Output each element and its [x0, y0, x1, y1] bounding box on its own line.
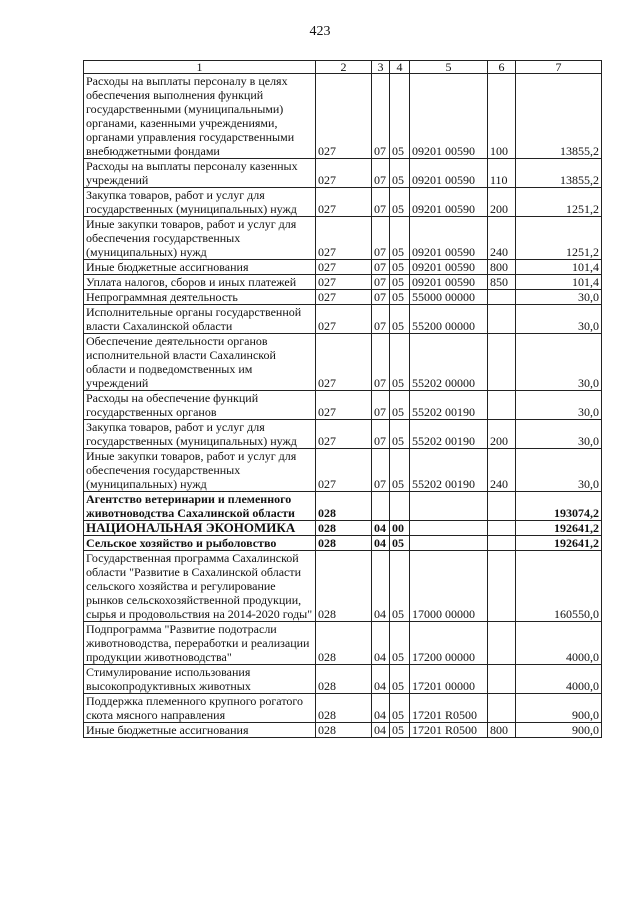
- row-subsection: 05: [390, 290, 410, 305]
- table-row: [84, 334, 602, 391]
- row-ministry: 028: [316, 723, 372, 738]
- row-expense-type: [488, 305, 516, 334]
- row-section: 07: [372, 290, 390, 305]
- row-name: Непрограммная деятельность: [84, 290, 316, 305]
- row-name: Иные закупки товаров, работ и услуг для обеспечения государственных (муниципальных) нужд: [84, 449, 316, 492]
- row-amount: 30,0: [516, 449, 602, 492]
- row-name: Расходы на обеспечение функций государственных органов: [84, 391, 316, 420]
- row-subsection: 05: [390, 420, 410, 449]
- row-expense-type: 200: [488, 188, 516, 217]
- page-number: 423: [309, 24, 331, 39]
- row-amount: 30,0: [516, 334, 602, 391]
- header-col-6: 6: [488, 61, 516, 74]
- row-ministry: 028: [316, 536, 372, 551]
- row-subsection: 05: [390, 723, 410, 738]
- table-row: [84, 694, 602, 723]
- row-target-article: 17201 R0500: [410, 723, 488, 738]
- row-subsection: 05: [390, 217, 410, 260]
- header-col-1: 1: [84, 61, 316, 74]
- row-section: 07: [372, 334, 390, 391]
- row-subsection: 05: [390, 74, 410, 159]
- row-ministry: 028: [316, 694, 372, 723]
- header-col-5: 5: [410, 61, 488, 74]
- row-ministry: 027: [316, 275, 372, 290]
- row-ministry: 027: [316, 420, 372, 449]
- table-row: [84, 536, 602, 551]
- row-target-article: 09201 00590: [410, 275, 488, 290]
- row-section: 04: [372, 536, 390, 551]
- row-subsection: 05: [390, 188, 410, 217]
- row-target-article: 55202 00190: [410, 420, 488, 449]
- row-amount: 30,0: [516, 420, 602, 449]
- row-expense-type: [488, 536, 516, 551]
- row-subsection: 05: [390, 622, 410, 665]
- header-col-4: 4: [390, 61, 410, 74]
- row-target-article: 09201 00590: [410, 260, 488, 275]
- row-section: 07: [372, 74, 390, 159]
- row-section: 04: [372, 521, 390, 536]
- row-amount: 30,0: [516, 305, 602, 334]
- row-section: 07: [372, 420, 390, 449]
- table-row: [84, 391, 602, 420]
- row-target-article: 55202 00000: [410, 334, 488, 391]
- row-amount: 30,0: [516, 290, 602, 305]
- row-amount: 13855,2: [516, 159, 602, 188]
- row-subsection: 05: [390, 665, 410, 694]
- row-section: [372, 492, 390, 521]
- row-subsection: 00: [390, 521, 410, 536]
- table-row: [84, 188, 602, 217]
- table-row: [84, 551, 602, 622]
- row-subsection: 05: [390, 305, 410, 334]
- table-row: [84, 521, 602, 536]
- row-expense-type: 240: [488, 217, 516, 260]
- row-section: 07: [372, 391, 390, 420]
- row-subsection: 05: [390, 391, 410, 420]
- budget-table: [83, 60, 602, 738]
- row-section: 07: [372, 275, 390, 290]
- row-amount: 1251,2: [516, 217, 602, 260]
- row-subsection: 05: [390, 449, 410, 492]
- row-target-article: 55200 00000: [410, 305, 488, 334]
- header-col-2: 2: [316, 61, 372, 74]
- header-col-7: 7: [516, 61, 602, 74]
- row-section: 04: [372, 694, 390, 723]
- row-subsection: 05: [390, 275, 410, 290]
- table-row: [84, 275, 602, 290]
- table-row: [84, 217, 602, 260]
- table-row: [84, 74, 602, 159]
- row-name: Исполнительные органы государственной власти Сахалинской области: [84, 305, 316, 334]
- table-row: [84, 159, 602, 188]
- row-subsection: 05: [390, 159, 410, 188]
- header-col-3: 3: [372, 61, 390, 74]
- row-name: Иные бюджетные ассигнования: [84, 723, 316, 738]
- row-name: НАЦИОНАЛЬНАЯ ЭКОНОМИКА: [84, 521, 316, 536]
- row-expense-type: [488, 551, 516, 622]
- row-subsection: 05: [390, 536, 410, 551]
- header-row: [84, 61, 602, 74]
- table-row: [84, 260, 602, 275]
- row-name: Закупка товаров, работ и услуг для государственных (муниципальных) нужд: [84, 188, 316, 217]
- row-target-article: 55202 00190: [410, 391, 488, 420]
- row-name: Расходы на выплаты персоналу казенных учреждений: [84, 159, 316, 188]
- table-row: [84, 665, 602, 694]
- row-name: Подпрограмма "Развитие подотрасли животноводства, переработки и реализации продукции животноводства": [84, 622, 316, 665]
- row-name: Государственная программа Сахалинской области "Развитие в Сахалинской области сельского хозяйства и регулирование рынков сельскохозяйственной продукции, сырья и продовольствия на 2014-2020 годы": [84, 551, 316, 622]
- row-name: Поддержка племенного крупного рогатого скота мясного направления: [84, 694, 316, 723]
- row-target-article: 55202 00190: [410, 449, 488, 492]
- table-row: [84, 420, 602, 449]
- row-expense-type: [488, 521, 516, 536]
- row-amount: 30,0: [516, 391, 602, 420]
- row-section: 07: [372, 188, 390, 217]
- row-subsection: 05: [390, 334, 410, 391]
- row-ministry: 027: [316, 290, 372, 305]
- row-ministry: 027: [316, 188, 372, 217]
- row-target-article: 17201 R0500: [410, 694, 488, 723]
- row-subsection: [390, 492, 410, 521]
- row-ministry: 027: [316, 305, 372, 334]
- row-ministry: 028: [316, 551, 372, 622]
- row-expense-type: [488, 334, 516, 391]
- row-target-article: [410, 536, 488, 551]
- row-expense-type: 200: [488, 420, 516, 449]
- row-amount: 101,4: [516, 275, 602, 290]
- table-row: [84, 449, 602, 492]
- row-ministry: 027: [316, 159, 372, 188]
- row-expense-type: 100: [488, 74, 516, 159]
- row-name: Иные бюджетные ассигнования: [84, 260, 316, 275]
- row-target-article: 17200 00000: [410, 622, 488, 665]
- row-name: Расходы на выплаты персоналу в целях обеспечения выполнения функций государственными (муниципальными) органами, казенными учреждениями, органами управления государственными внебюджетными фондами: [84, 74, 316, 159]
- row-subsection: 05: [390, 551, 410, 622]
- row-amount: 160550,0: [516, 551, 602, 622]
- row-expense-type: 800: [488, 260, 516, 275]
- row-expense-type: [488, 290, 516, 305]
- table-row: [84, 723, 602, 738]
- row-target-article: 55000 00000: [410, 290, 488, 305]
- row-amount: 900,0: [516, 723, 602, 738]
- row-ministry: 028: [316, 622, 372, 665]
- row-section: 04: [372, 665, 390, 694]
- row-expense-type: 240: [488, 449, 516, 492]
- row-ministry: 027: [316, 260, 372, 275]
- row-section: 07: [372, 260, 390, 275]
- row-target-article: 09201 00590: [410, 217, 488, 260]
- row-ministry: 027: [316, 74, 372, 159]
- table-body: [84, 74, 602, 738]
- row-name: Агентство ветеринарии и племенного животноводства Сахалинской области: [84, 492, 316, 521]
- row-target-article: 17201 00000: [410, 665, 488, 694]
- table-row: [84, 290, 602, 305]
- row-amount: 4000,0: [516, 622, 602, 665]
- row-expense-type: [488, 391, 516, 420]
- row-target-article: [410, 521, 488, 536]
- row-ministry: 027: [316, 391, 372, 420]
- row-expense-type: [488, 492, 516, 521]
- row-expense-type: 850: [488, 275, 516, 290]
- row-expense-type: [488, 622, 516, 665]
- row-target-article: 17000 00000: [410, 551, 488, 622]
- row-target-article: [410, 492, 488, 521]
- row-subsection: 05: [390, 260, 410, 275]
- row-name: Уплата налогов, сборов и иных платежей: [84, 275, 316, 290]
- row-expense-type: [488, 665, 516, 694]
- row-name: Сельское хозяйство и рыболовство: [84, 536, 316, 551]
- row-name: Стимулирование использования высокопродуктивных животных: [84, 665, 316, 694]
- row-section: 07: [372, 305, 390, 334]
- row-name: Иные закупки товаров, работ и услуг для обеспечения государственных (муниципальных) нужд: [84, 217, 316, 260]
- row-section: 04: [372, 622, 390, 665]
- row-ministry: 028: [316, 665, 372, 694]
- row-amount: 1251,2: [516, 188, 602, 217]
- row-ministry: 027: [316, 217, 372, 260]
- row-section: 04: [372, 723, 390, 738]
- row-expense-type: 110: [488, 159, 516, 188]
- table-row: [84, 305, 602, 334]
- row-target-article: 09201 00590: [410, 159, 488, 188]
- row-amount: 900,0: [516, 694, 602, 723]
- row-ministry: 027: [316, 334, 372, 391]
- row-name: Закупка товаров, работ и услуг для государственных (муниципальных) нужд: [84, 420, 316, 449]
- row-expense-type: [488, 694, 516, 723]
- row-section: 07: [372, 449, 390, 492]
- row-section: 07: [372, 217, 390, 260]
- row-amount: 192641,2: [516, 521, 602, 536]
- row-ministry: 027: [316, 449, 372, 492]
- row-amount: 4000,0: [516, 665, 602, 694]
- row-section: 07: [372, 159, 390, 188]
- row-amount: 193074,2: [516, 492, 602, 521]
- row-name: Обеспечение деятельности органов исполнительной власти Сахалинской области и подведомственных им учреждений: [84, 334, 316, 391]
- row-target-article: 09201 00590: [410, 188, 488, 217]
- row-ministry: 028: [316, 492, 372, 521]
- row-section: 04: [372, 551, 390, 622]
- row-amount: 13855,2: [516, 74, 602, 159]
- table-row: [84, 492, 602, 521]
- row-subsection: 05: [390, 694, 410, 723]
- row-expense-type: 800: [488, 723, 516, 738]
- row-amount: 192641,2: [516, 536, 602, 551]
- row-ministry: 028: [316, 521, 372, 536]
- table-row: [84, 622, 602, 665]
- row-amount: 101,4: [516, 260, 602, 275]
- row-target-article: 09201 00590: [410, 74, 488, 159]
